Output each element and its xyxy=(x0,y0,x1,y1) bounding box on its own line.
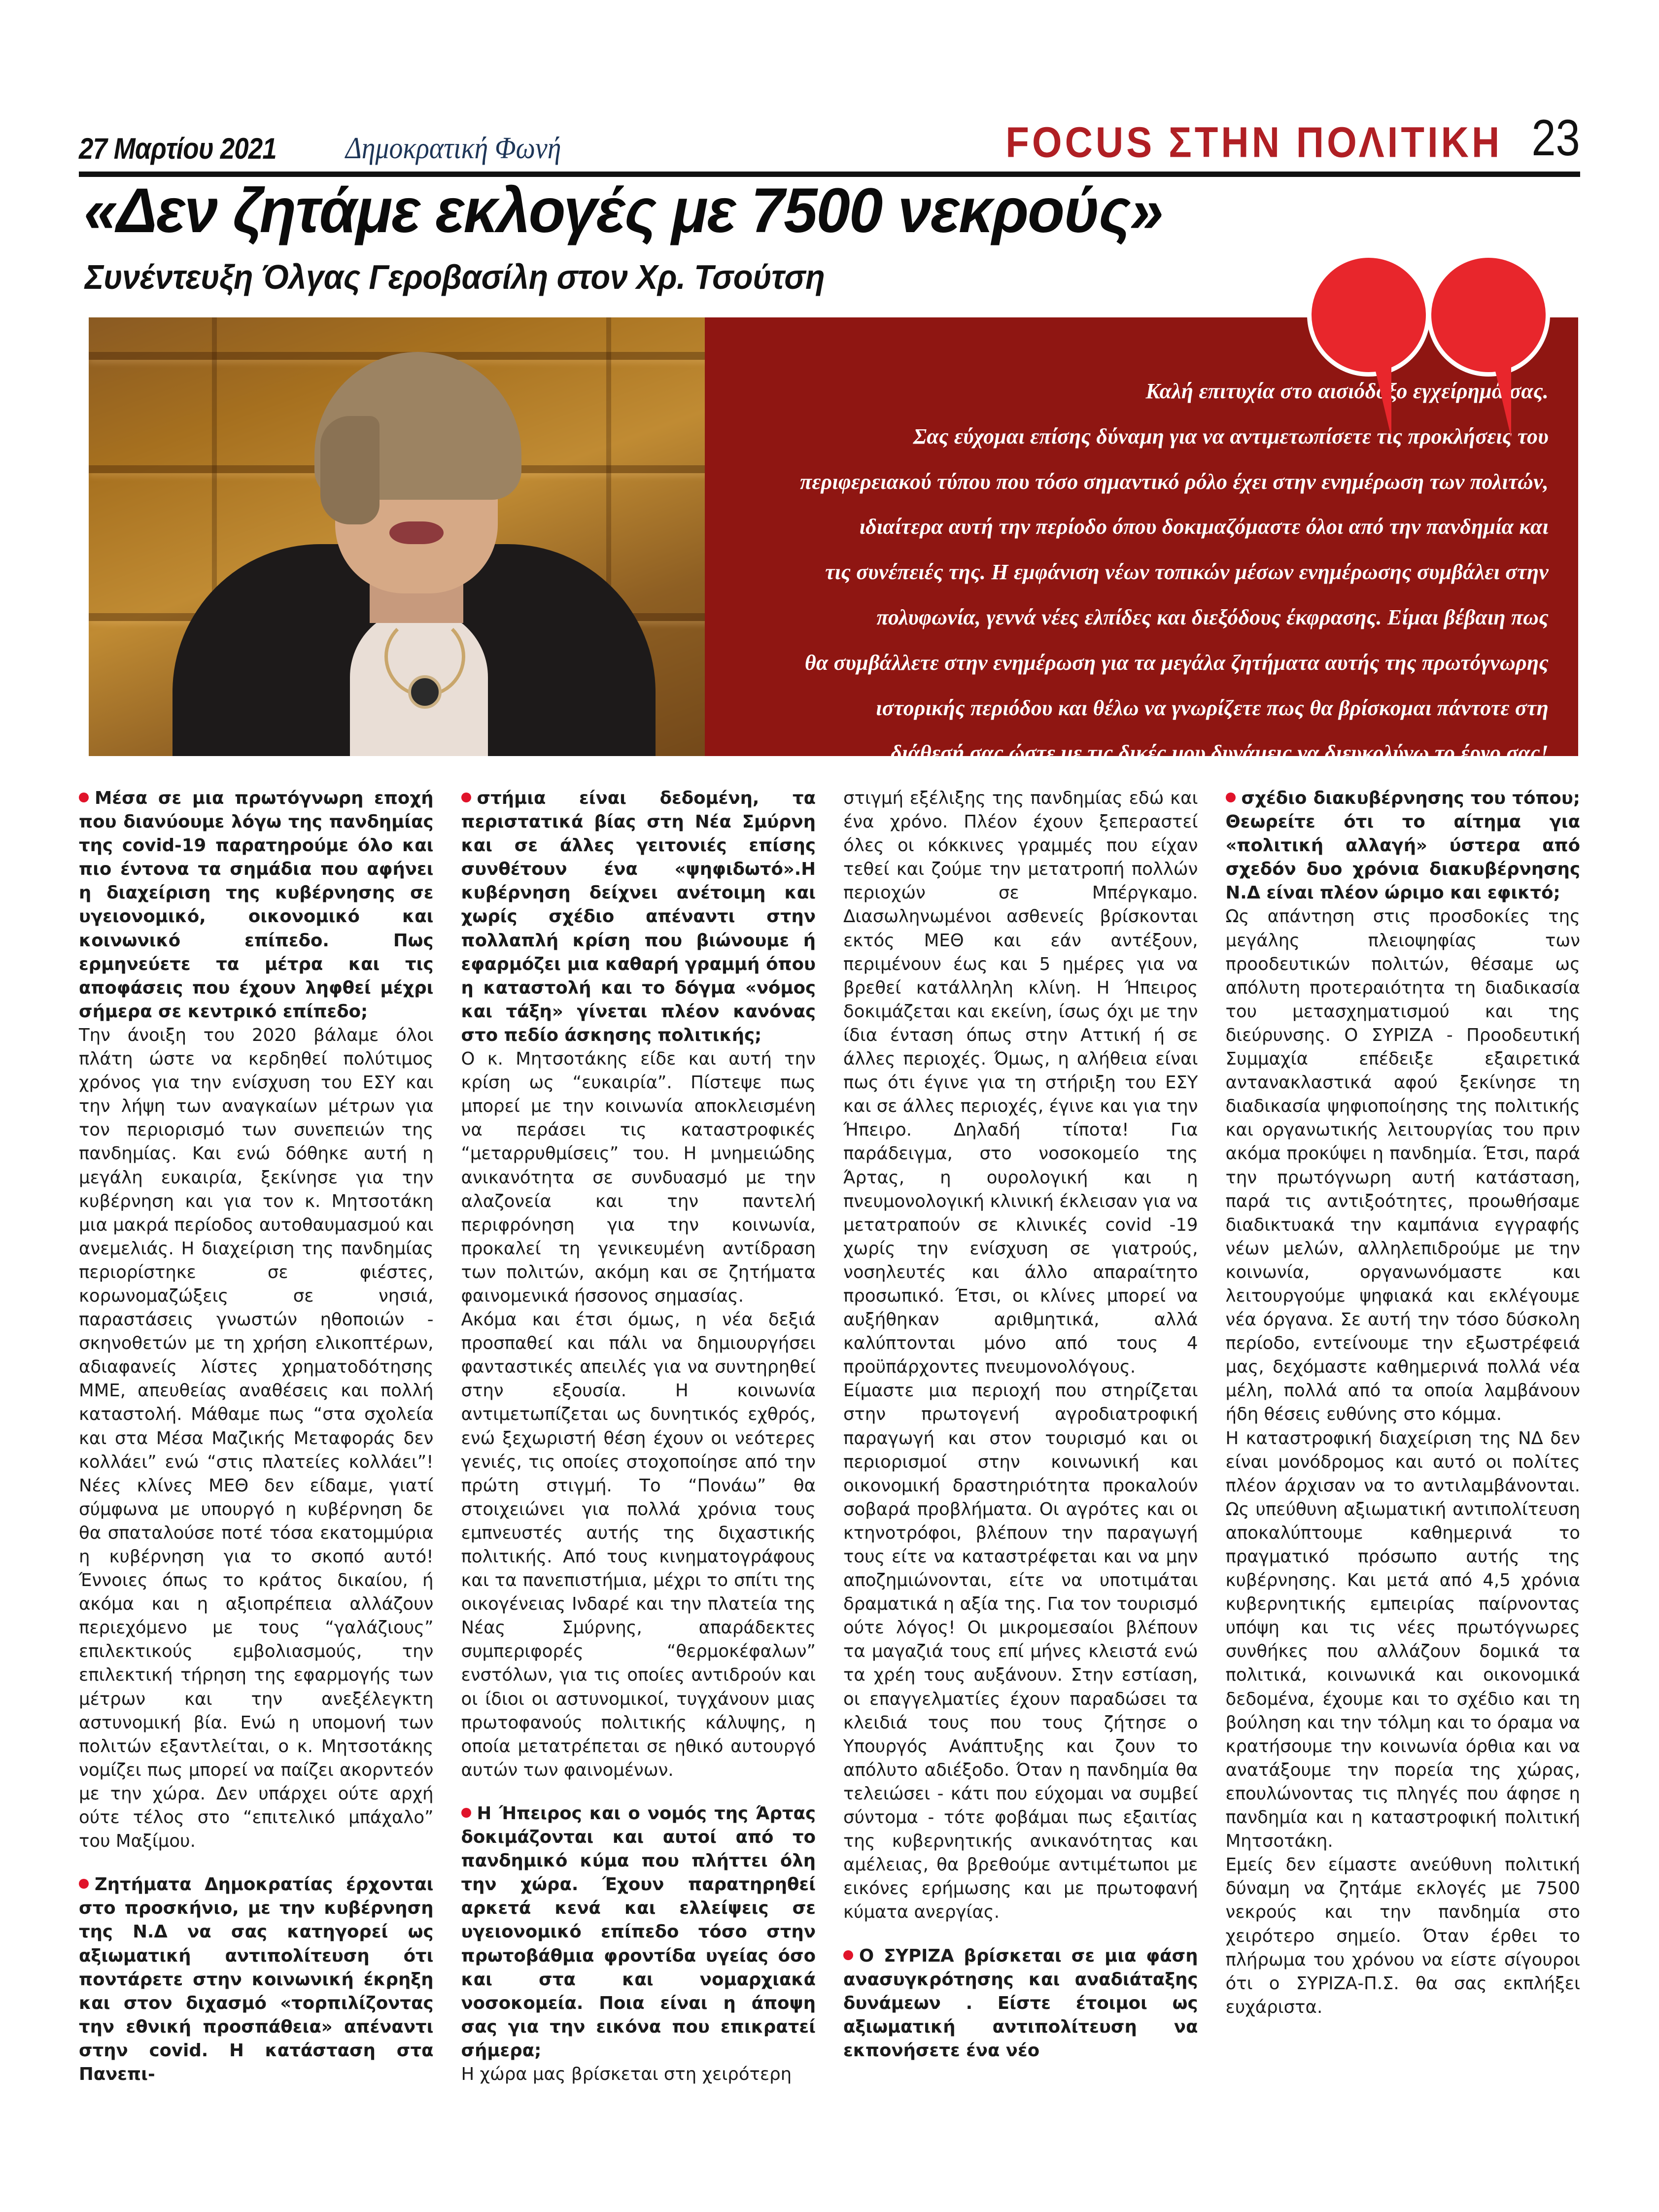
question-text: Μέσα σε μια πρωτόγνωρη εποχή που διανύουμε λόγω της πανδημίας της covid-19 παρατηρούμε όλο και πιο έντονα τα σημάδια που αφήνει η διαχείριση της κυβέρνησης σε υγειονομικό, οικονομικό και κοινωνικό επίπεδο. Πως ερμηνεύετε τα μέτρα και τις αποφάσεις που έχουν ληφθεί μέχρι σήμερα σε κεντρικό επίπεδο; xyxy=(79,788,434,1022)
interview-question xyxy=(79,787,434,1024)
interview-question xyxy=(461,1802,816,2063)
hero-quote-box xyxy=(705,317,1578,765)
hero-block xyxy=(89,317,1578,765)
red-bullet-icon xyxy=(79,793,89,802)
hero-quote-line: ιστορικής περιόδου και θέλω να γνωρίζετε πως θα βρίσκομαι πάντοτε στη xyxy=(876,695,1549,720)
paragraph-spacer xyxy=(461,1782,816,1802)
masthead xyxy=(79,106,1580,167)
interview-answer: Ακόμα και έτσι όμως, η νέα δεξιά προσπαθεί και πάλι να δημιουργήσει φανταστικές απειλές για να συντηρηθεί στην εξουσία. Η κοινωνία αντιμετωπίζεται ως δυνητικός εχθρός, ενώ ξεχωριστή θέση έχουν οι νεότερες γενιές, τις οποίες στοχοποίησε από την πρώτη στιγμή. Το “Πονάω” θα στοιχειώνει για πολλά χρόνια τους εμπνευστές αυτής της διχαστικής πολιτικής. Από τους κινηματογράφους και τα πανεπιστήμια, μέχρι το σπίτι της οικογένειας Ινδαρέ και την πλατεία της Νέας Σμύρνης, απαράδεκτες συμπεριφορές “θερμοκέφαλων” ενστόλων, για τις οποίες αντιδρούν και οι ίδιοι οι αστυνομικοί, τυγχάνουν μιας πρωτοφανούς πολιτικής κάλυψης, η οποία μετατρέπεται σε ηθικό αυτουργό αυτών των φαινομένων. xyxy=(461,1310,816,1780)
red-bullet-icon xyxy=(1226,793,1236,802)
hero-quote-line: περιφερειακού τύπου που τόσο σημαντικό ρόλο έχει στην ενημέρωση των πολιτών, xyxy=(800,469,1549,494)
question-text: Η Ήπειρος και ο νομός της Άρτας δοκιμάζονται και αυτοί από το πανδημικό κύμα που πλήττει όλη την χώρα. Έχουν παρατηρηθεί αρκετά κενά και ελλείψεις σε υγειονομικό επίπεδο τόσο στην πρωτοβάθμια φροντίδα υγείας όσο και στα και νομαρχιακά νοσοκομεία. Ποια είναι η άποψη σας για την εικόνα που επικρατεί σήμερα; xyxy=(461,1803,816,2061)
interview-question xyxy=(1226,787,1581,905)
question-text: Ζητήματα Δημοκρατίας έρχονται στο προσκήνιο, με την κυβέρνηση της Ν.Δ να σας κατηγορεί ως αξιωματική αντιπολίτευση ότι ποντάρετε στην κοινωνική έκρηξη και στον διχασμό «τορπιλίζοντας την εθνική προσπάθεια» απέναντι στην covid. Η κατάσταση στα Πανεπι- xyxy=(79,1874,434,2084)
article-column xyxy=(79,787,434,2196)
article-column xyxy=(1226,787,1581,2196)
portrait-figure xyxy=(173,352,656,756)
red-bullet-icon xyxy=(461,793,471,802)
question-text: στήμια είναι δεδομένη, τα περιστατικά βίας στη Νέα Σμύρνη και σε άλλες γειτονιές επίσης συνθέτουν ένα «ψηφιδωτό».Η κυβέρνηση δείχνει ανέτοιμη και χωρίς σχέδιο απέναντι στην πολλαπλή κρίση που βιώνουμε ή εφαρμόζει μια καθαρή γραμμή όπου η καταστολή και το δόγμα «νόμος και τάξη» γίνεται πλέον κανόνας στο πεδίο άσκησης πολιτικής; xyxy=(461,788,816,1045)
hero-quote-line: Σας εύχομαι επίσης δύναμη για να αντιμετωπίσετε τις προκλήσεις του xyxy=(913,424,1549,449)
interview-answer: Την άνοιξη του 2020 βάλαμε όλοι πλάτη ώστε να κερδηθεί πολύτιμος χρόνος για την ενίσχυση του ΕΣΥ και την λήψη των αναγκαίων μέτρων για τον περιορισμό των συνεπειών της πανδημίας. Και ενώ δόθηκε αυτή η μεγάλη ευκαιρία, ξεκίνησε για την κυβέρνηση και για τον κ. Μητσοτάκη μια μακρά περίοδος αυτοθαυμασμού και ανεμελιάς. Η διαχείριση της πανδημίας περιορίστηκε σε φιέστες, κορωνομαζώξεις σε νησιά, παραστάσεις γνωστών ηθοποιών - σκηνοθετών με τη χρήση ελικοπτέρων, αδιαφανείς λίστες χρηματοδότησης ΜΜΕ, απευθείας αναθέσεις και πολλή καταστολή. Μάθαμε πως “στα σχολεία και στα Μέσα Μαζικής Μεταφοράς δεν κολλάει” ενώ “στις πλατείες κολλάει”! Νέες κλίνες ΜΕΘ δεν είδαμε, γιατί σύμφωνα με υπουργό η κυβέρνηση δε θα σπαταλούσε ποτέ τόσα εκατομμύρια η κυβέρνηση για το σκοπό αυτό! Έννοιες όπως το κράτος δικαίου, ή ακόμα και η αξιοπρέπεια αλλάζουν περιεχόμενο με τους “γαλάζιους” επιλεκτικούς εμβολιασμούς, την επιλεκτική τήρηση της εφαρμογής των μέτρων και την ανεξέλεγκτη αστυνομική βία. Ενώ η υπομονή των πολιτών εξαντλείται, ο κ. Μητσοτάκης νομίζει πως μπορεί να παίζει ακορντεόν με την χώρα. Δεν υπάρχει ούτε αρχή ούτε τέλος στο “επιτελικό μπάχαλο” του Μαξίμου. xyxy=(79,1025,434,1852)
interview-answer: στιγμή εξέλιξης της πανδημίας εδώ και ένα χρόνο. Πλέον έχουν ξεπεραστεί όλες οι κόκκινες γραμμές που είχαν τεθεί και ζούμε την μετατροπή πολλών περιοχών σε Μπέργκαμο. Διασωληνωμένοι ασθενείς βρίσκονται εκτός ΜΕΘ και εάν αντέξουν, περιμένουν έως και 5 ημέρες για να βρεθεί κατάλληλη κλίνη. Η Ήπειρος δοκιμάζεται και εκείνη, ίσως όχι με την ίδια ένταση όπως στην Αττική ή σε άλλες περιοχές. Όμως, η αλήθεια είναι πως ότι έγινε για τη στήριξη του ΕΣΥ και σε άλλες περιοχές, έγινε και για την Ήπειρο. Δηλαδή τίποτα! Για παράδειγμα, στο νοσοκομείο της Άρτας, η ουρολογική και η πνευμονολογική κλινική έκλεισαν για να μετατραπούν σε κλινικές covid -19 χωρίς την ενίσχυση σε γιατρούς, νοσηλευτές και άλλο απαραίτητο προσωπικό. Έτσι, οι κλίνες μπορεί να αυξήθηκαν αριθμητικά, αλλά καλύπτονται μόνο από τους 4 προϋπάρχοντες πνευμονολόγους. xyxy=(843,788,1198,1378)
interview-answer: Η καταστροφική διαχείριση της ΝΔ δεν είναι μονόδρομος και αυτό οι πολίτες πλέον άρχισαν να το αντιλαμβάνονται. Ως υπεύθυνη αξιωματική αντιπολίτευση αποκαλύπτουμε καθημερινά το πραγματικό πρόσωπο αυτής της κυβέρνησης. Και μετά από 4,5 χρόνια κυβερνητικής εμπειρίας παίρνοντας υπόψη και τις νέες πρωτόγνωρες συνθήκες που αλλάζουν δομικά τα πολιτικά, κοινωνικά και οικονομικά δεδομένα, έχουμε και το σχέδιο και τη βούληση και την τόλμη και το όραμα να κρατήσουμε την κοινωνία όρθια και να ανατάξουμε την πορεία της χώρας, επουλώνοντας τις πληγές που άφησε η πανδημία και η καταστροφική πολιτική Μητσοτάκη. xyxy=(1225,1428,1580,1852)
interview-answer: Ως απάντηση στις προσδοκίες της μεγάλης πλειοψηφίας των προοδευτικών πολιτών, θέσαμε ως απόλυτη προτεραιότητα τη διαδικασία του μετασχηματισμού και της διεύρυνσης. Ο ΣΥΡΙΖΑ - Προοδευτική Συμμαχία επέδειξε εξαιρετικά αντανακλαστικά αφού ξεκίνησε τη διαδικασία ψηφιοποίησης της πολιτικής και οργανωτικής λειτουργίας του πριν ακόμα προκύψει η πανδημία. Έτσι, παρά την πρωτόγνωρη αυτή κατάσταση, παρά τις αντιξοότητες, προωθήσαμε διαδικτυακά την καμπάνια εγγραφής νέων μελών, αλληλεπιδρούμε με την κοινωνία, οργανωνόμαστε και λειτουργούμε ψηφιακά και εκλέγουμε νέα όργανα. Σε αυτή την τόσο δύσκολη περίοδο, εντείνουμε την εξωστρέφειά μας, δεχόμαστε καθημερινά πολλά νέα μέλη, πολλά από τα οποία λαμβάνουν ήδη θέσεις ευθύνης στο κόμμα. xyxy=(1225,906,1580,1425)
red-bullet-icon xyxy=(79,1879,89,1889)
article-column xyxy=(843,787,1198,2196)
interview-question xyxy=(843,1944,1198,2063)
interview-answer: Η χώρα μας βρίσκεται στη χειρότερη xyxy=(461,2064,792,2084)
newspaper-name: Δημοκρατική Φωνή xyxy=(346,132,561,165)
quotation-mark-icon xyxy=(1307,253,1563,431)
interview-question xyxy=(79,1873,434,2086)
question-text: Ο ΣΥΡΙΖΑ βρίσκεται σε μια φάση ανασυγκρότησης και αναδιάταξης δυνάμεων . Είστε έτοιμοι ως αξιωματική αντιπολίτευση να εκπονήσετε ένα νέο xyxy=(843,1945,1198,2061)
interview-answer: Είμαστε μια περιοχή που στηρίζεται στην πρωτογενή αγροδιατροφική παραγωγή και στον τουρισμό και οι περιορισμοί στην κοινωνική και οικονομική δραστηριότητα προκαλούν σοβαρά προβλήματα. Οι αγρότες και οι κτηνοτρόφοι, βλέπουν την παραγωγή τους είτε να καταστρέφεται και να μην αποζημιώνονται, είτε να υποτιμάται δραματικά η αξία της. Για τον τουρισμό ούτε λόγος! Οι μικρομεσαίοι βλέπουν τα μαγαζιά τους επί μήνες κλειστά ενώ τα χρέη τους αυξάνουν. Στην εστίαση, οι επαγγελματίες έχουν παραδώσει τα κλειδιά τους που τους ζήτησε ο Υπουργός Ανάπτυξης και ζουν το απόλυτο αδιέξοδο. Όταν η πανδημία θα τελειώσει - κάτι που εύχομαι να συμβεί σύντομα - τότε φοβάμαι πως εξαιτίας της κυβερνητικής ανικανότητας και αμέλειας, θα βρεθούμε αντιμέτωποι με εικόνες ερήμωσης και με πρωτοφανή κύματα ανεργίας. xyxy=(843,1381,1198,1923)
hero-quote-line: θα συμβάλλετε στην ενημέρωση για τα μεγάλα ζητήματα αυτής της πρωτόγνωρης xyxy=(804,650,1549,675)
hero-quote-line: Καλή επιτυχία στο αισιόδοξο εγχείρημά σας. xyxy=(1145,379,1549,403)
page-number: 23 xyxy=(1531,109,1580,167)
hero-quote-line: διάθεσή σας,ώστε με τις δικές μου δυνάμεις να διευκολύνω το έργο σας! xyxy=(891,741,1549,765)
interview-question xyxy=(461,787,816,1047)
red-bullet-icon xyxy=(461,1808,471,1818)
red-bullet-icon xyxy=(843,1950,853,1960)
hero-quote-line: ιδιαίτερα αυτή την περίοδο όπου δοκιμαζόμαστε όλοι από την πανδημία και xyxy=(859,515,1549,539)
paragraph-spacer xyxy=(843,1925,1198,1944)
article-subhead: Συνέντευξη Όλγας Γεροβασίλη στον Χρ. Τσούτση xyxy=(85,258,825,296)
publication-date: 27 Μαρτίου 2021 xyxy=(79,132,276,165)
paragraph-spacer xyxy=(79,1853,434,1873)
section-title: FOCUS ΣΤΗΝ ΠΟΛΙΤΙΚΗ xyxy=(1005,118,1503,167)
interviewee-photo xyxy=(89,317,784,756)
interview-answer: Εμείς δεν είμαστε ανεύθυνη πολιτική δύναμη να ζητάμε εκλογές με 7500 νεκρούς και την πανδημία στο χειρότερο σημείο. Όταν έρθει το πλήρωμα του χρόνου να είστε σίγουροι ότι ο ΣΥΡΙΖΑ-Π.Σ. θα σας εκπλήξει ευχάριστα. xyxy=(1225,1855,1580,2017)
interview-answer: Ο κ. Μητσοτάκης είδε και αυτή την κρίση ως “ευκαιρία”. Πίστεψε πως μπορεί με την κοινωνία αποκλεισμένη να περάσει τις καταστροφικές “μεταρρυθμίσεις” του. Η μνημειώδης ανικανότητα σε συνδυασμό με την αλαζονεία και την παντελή περιφρόνηση για την κοινωνία, προκαλεί τη γενικευμένη αντίδραση των πολιτών, ακόμη και σε ζητήματα φαινομενικά ήσσονος σημασίας. xyxy=(461,1049,816,1306)
hero-quote-line: πολυφωνία, γεννά νέες ελπίδες και διεξόδους έκφρασης. Είμαι βέβαιη πως xyxy=(876,605,1549,629)
article-headline: «Δεν ζητάμε εκλογές με 7500 νεκρούς» xyxy=(84,175,1163,246)
article-column xyxy=(461,787,816,2196)
article-columns xyxy=(79,787,1580,2196)
question-text: σχέδιο διακυβέρνησης του τόπου; Θεωρείτε ότι το αίτημα για «πολιτική αλλαγή» ύστερα από σχεδόν δυο χρόνια διακυβέρνησης Ν.Δ είναι πλέον ώριμο και εφικτό; xyxy=(1225,788,1580,903)
hero-quote-line: τις συνέπειές της. Η εμφάνιση νέων τοπικών μέσων ενημέρωσης συμβάλει στην xyxy=(825,560,1549,585)
